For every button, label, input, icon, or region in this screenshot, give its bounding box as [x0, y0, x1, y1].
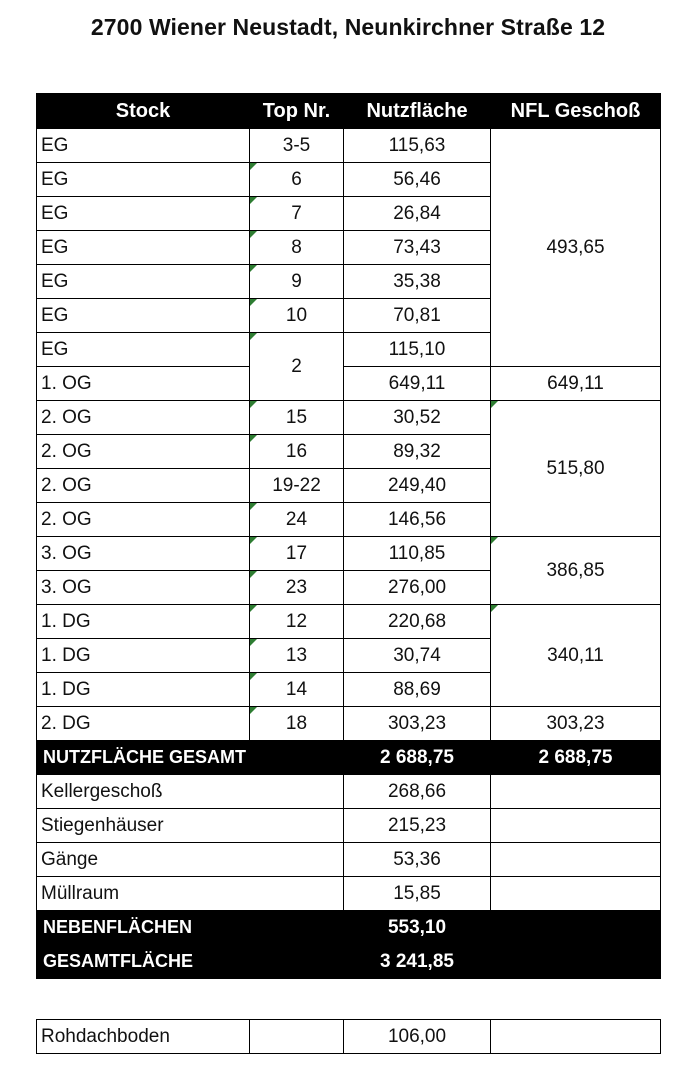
cell-top: 12 — [250, 605, 344, 639]
area-table — [36, 93, 661, 979]
cell-nutzflaeche: 26,84 — [344, 197, 491, 231]
cell-top: 24 — [250, 503, 344, 537]
table-row — [37, 605, 661, 639]
cell-top: 17 — [250, 537, 344, 571]
table-row — [37, 129, 661, 163]
header-top-nr: Top Nr. — [250, 94, 344, 129]
table-row — [37, 775, 661, 809]
cell-floor-total-og3: 386,85 — [491, 537, 661, 605]
table-row — [37, 877, 661, 911]
secondary-area-label: Kellergeschoß — [37, 775, 344, 809]
empty-cell — [491, 809, 661, 843]
cell-stock: 3. OG — [37, 571, 250, 605]
extra-value: 106,00 — [344, 1020, 491, 1054]
cell-top: 13 — [250, 639, 344, 673]
cell-top: 16 — [250, 435, 344, 469]
empty-cell — [491, 843, 661, 877]
secondary-area-label: Müllraum — [37, 877, 344, 911]
gesamtflaeche-value: 3 241,85 — [344, 945, 491, 979]
nebenflaechen-label: NEBENFLÄCHEN — [37, 911, 344, 945]
secondary-area-value: 268,66 — [344, 775, 491, 809]
secondary-area-value: 15,85 — [344, 877, 491, 911]
table-row — [37, 1020, 661, 1054]
cell-nutzflaeche: 146,56 — [344, 503, 491, 537]
cell-top: 23 — [250, 571, 344, 605]
cell-stock: EG — [37, 129, 250, 163]
secondary-area-value: 215,23 — [344, 809, 491, 843]
page-title: 2700 Wiener Neustadt, Neunkirchner Straße 12 — [90, 14, 606, 40]
cell-top: 9 — [250, 265, 344, 299]
cell-nutzflaeche: 30,74 — [344, 639, 491, 673]
cell-nutzflaeche: 110,85 — [344, 537, 491, 571]
cell-top: 18 — [250, 707, 344, 741]
cell-stock: EG — [37, 265, 250, 299]
cell-stock: EG — [37, 197, 250, 231]
table-row — [37, 843, 661, 877]
empty-cell — [250, 1020, 344, 1054]
cell-stock: 2. OG — [37, 401, 250, 435]
secondary-area-label: Stiegenhäuser — [37, 809, 344, 843]
table-row — [37, 707, 661, 741]
cell-nutzflaeche: 73,43 — [344, 231, 491, 265]
table-row — [37, 367, 661, 401]
total-row-nebenflaechen — [37, 911, 661, 945]
cell-nutzflaeche: 115,10 — [344, 333, 491, 367]
cell-stock: 2. OG — [37, 503, 250, 537]
extra-label: Rohdachboden — [37, 1020, 250, 1054]
empty-cell — [491, 911, 661, 945]
cell-top: 10 — [250, 299, 344, 333]
cell-floor-total-dg1: 340,11 — [491, 605, 661, 707]
cell-stock: 2. OG — [37, 469, 250, 503]
extra-table — [36, 1019, 661, 1054]
cell-nutzflaeche: 276,00 — [344, 571, 491, 605]
table-row — [37, 809, 661, 843]
empty-cell — [491, 1020, 661, 1054]
total-row-nutzflaeche — [37, 741, 661, 775]
table-row — [37, 537, 661, 571]
cell-stock: 3. OG — [37, 537, 250, 571]
total-row-gesamtflaeche — [37, 945, 661, 979]
cell-stock: EG — [37, 333, 250, 367]
cell-stock: EG — [37, 231, 250, 265]
secondary-area-value: 53,36 — [344, 843, 491, 877]
cell-floor-total-eg: 493,65 — [491, 129, 661, 367]
cell-stock: 1. DG — [37, 673, 250, 707]
cell-nutzflaeche: 115,63 — [344, 129, 491, 163]
cell-top: 6 — [250, 163, 344, 197]
cell-floor-total-og2: 515,80 — [491, 401, 661, 537]
cell-nutzflaeche: 249,40 — [344, 469, 491, 503]
header-row — [37, 94, 661, 129]
cell-stock: EG — [37, 299, 250, 333]
total-label: NUTZFLÄCHE GESAMT — [37, 741, 344, 775]
cell-top: 14 — [250, 673, 344, 707]
cell-stock: 2. OG — [37, 435, 250, 469]
cell-top: 2 — [250, 333, 344, 401]
cell-stock: 2. DG — [37, 707, 250, 741]
cell-nutzflaeche: 35,38 — [344, 265, 491, 299]
cell-top: 7 — [250, 197, 344, 231]
total-value: 2 688,75 — [344, 741, 491, 775]
cell-nutzflaeche: 30,52 — [344, 401, 491, 435]
cell-floor-total-og1: 649,11 — [491, 367, 661, 401]
cell-nutzflaeche: 56,46 — [344, 163, 491, 197]
empty-cell — [491, 775, 661, 809]
secondary-area-label: Gänge — [37, 843, 344, 877]
total-floor-value: 2 688,75 — [491, 741, 661, 775]
cell-nutzflaeche: 70,81 — [344, 299, 491, 333]
table-row — [37, 401, 661, 435]
cell-top: 15 — [250, 401, 344, 435]
gesamtflaeche-label: GESAMTFLÄCHE — [37, 945, 344, 979]
cell-nutzflaeche: 89,32 — [344, 435, 491, 469]
cell-stock: 1. OG — [37, 367, 250, 401]
cell-nutzflaeche: 649,11 — [344, 367, 491, 401]
empty-cell — [491, 945, 661, 979]
header-stock: Stock — [37, 94, 250, 129]
cell-nutzflaeche: 220,68 — [344, 605, 491, 639]
cell-nutzflaeche: 303,23 — [344, 707, 491, 741]
nebenflaechen-value: 553,10 — [344, 911, 491, 945]
cell-stock: 1. DG — [37, 605, 250, 639]
empty-cell — [491, 877, 661, 911]
header-nutzflaeche: Nutzfläche — [344, 94, 491, 129]
cell-floor-total-dg2: 303,23 — [491, 707, 661, 741]
cell-top: 3-5 — [250, 129, 344, 163]
cell-stock: 1. DG — [37, 639, 250, 673]
cell-nutzflaeche: 88,69 — [344, 673, 491, 707]
cell-top: 8 — [250, 231, 344, 265]
cell-top: 19-22 — [250, 469, 344, 503]
cell-stock: EG — [37, 163, 250, 197]
header-nfl-geschoss: NFL Geschoß — [491, 94, 661, 129]
